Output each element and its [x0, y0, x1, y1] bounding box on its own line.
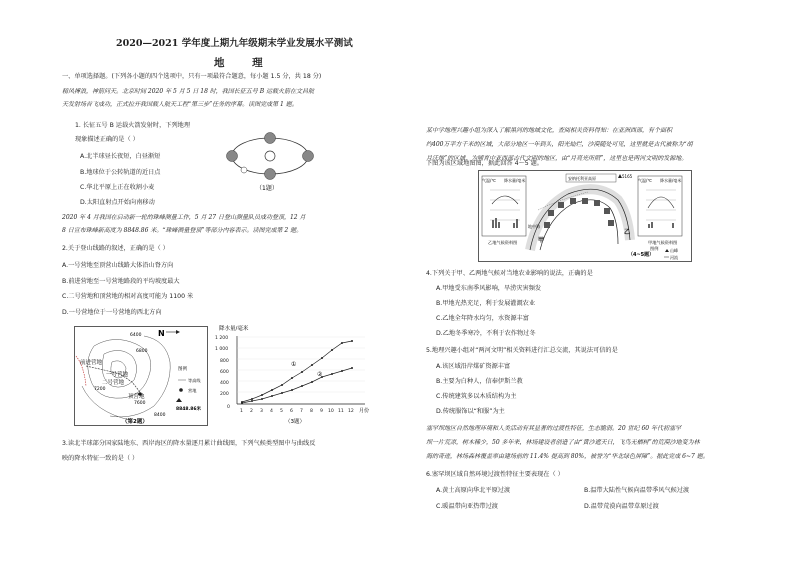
map-label-camp-2: 二号营地	[102, 380, 125, 386]
map-contour-7600: 7600	[134, 401, 146, 406]
svg-text:200: 200	[220, 392, 229, 397]
series-1-label: ①	[291, 361, 297, 368]
svg-text:1 200: 1 200	[215, 336, 229, 341]
map-point-jia: 甲	[538, 237, 545, 244]
svg-text:12: 12	[348, 409, 354, 414]
svg-text:400: 400	[220, 381, 229, 386]
intro1-line1: 精风搏浪，神箭问天。北京时间 2020 年 5 月 5 日 18 时，我国长征五号 B 运载火箭在文昌航	[62, 88, 315, 95]
q4-option-d[interactable]: D.乙地冬季寒冷，不利于农作物过冬	[436, 330, 536, 337]
q2-option-d[interactable]: D.一号营地位于一号营地的西北方向	[62, 309, 162, 316]
exam-title: 2020—2021 学年度上期九年级期末学业发展水平测试	[116, 38, 353, 49]
map-contour-7200: 7200	[94, 387, 106, 392]
chart3-xlabel: 月份	[359, 408, 370, 414]
fig1-caption: （1题）	[256, 185, 278, 192]
svg-text:2: 2	[250, 409, 253, 414]
section-1-heading: 一、单项选择题。(下列各小题的四个选项中，只有一项最符合题意，每小题 1.5 分，共 18 分)	[62, 73, 322, 80]
svg-text:5: 5	[280, 409, 283, 414]
q5-option-d[interactable]: D.传统服饰以“和服”为主	[436, 408, 505, 415]
svg-text:9: 9	[320, 409, 323, 414]
q1-stem-2: 现象描述正确的是（ ）	[75, 136, 139, 143]
precipitation-chart	[213, 322, 381, 426]
right-intro-line1: 某中学地理兴趣小组为深入了解黑河的地域文化，查阅相关资料得知：在亚洲西部，有个面积	[426, 127, 673, 134]
q2-option-c[interactable]: C.二号营地和顶营地的相对高度可能为 1100 米	[62, 293, 194, 300]
left-climate-right-axis: 降水量/毫米	[504, 178, 526, 183]
subject-title: 地 理	[214, 57, 275, 69]
q5-stem: 5.地理兴趣小组对“两河文明”相关资料进行汇总交流，其说法可信的是	[426, 347, 618, 354]
chart3-ylabel: 降水量/毫米	[219, 326, 249, 332]
map-contour-6800: 6800	[136, 349, 148, 354]
map-contour-6400: 6400	[130, 333, 142, 338]
intro2-line2: 8 日宣布珠峰新高度为 8848.86 米。“珠峰测量登顶”等部分内容表示。读图完成第 2 题。	[62, 227, 303, 234]
q2-option-b[interactable]: B.前进营地至一号营地路段的平均坡度最大	[62, 278, 180, 285]
svg-text:10: 10	[328, 409, 334, 414]
q2-option-a[interactable]: A.一号营地至顶营山线路大体沿山脊方向	[62, 262, 174, 269]
right-climate-title: 甲地气候资料图	[648, 240, 678, 245]
intro6-line2: 坝一片荒凉，树木稀少，50 多年来，林场建设者创造了由“黄沙遮天日，飞鸟无栖树”的荒漠沙地变为林	[426, 439, 700, 446]
map-label-camp-1: 一号营地	[106, 372, 129, 378]
q6-option-a[interactable]: A.黄土高原向华北平原过渡	[436, 487, 511, 494]
map2-caption: （第2题）	[122, 419, 148, 425]
q5-option-b[interactable]: B.主要为白种人，信奉伊斯兰教	[436, 378, 523, 385]
figure45-caption: （4~5题）	[628, 252, 655, 258]
map-plateau-label: 安纳托利亚高原	[568, 176, 596, 181]
q6-option-d[interactable]: D.温带荒漠向温带草原过渡	[584, 503, 659, 510]
right-intro-line3: 月沃地”的区域，为哺育中亚西部古代文明的地区，由“月亮光所照”，这里也是两河文明的发源地。	[426, 155, 688, 162]
map-contour-8400: 8400	[154, 413, 166, 418]
map-point-yi: 乙	[624, 229, 631, 236]
q1-option-b[interactable]: B.地球位于公转轨道的近日点	[80, 169, 161, 176]
q3-stem-2: 映的降水特征一致的是（ ）	[62, 455, 139, 462]
region-figure	[478, 170, 692, 262]
q6-option-c[interactable]: C.暖温带向亚热带过渡	[436, 503, 498, 510]
intro2-line1: 2020 年 4 月我国在启动新一轮的珠峰测量工作，5 月 27 日登山测量队员成功登顶，12 月	[62, 214, 306, 221]
q4-option-c[interactable]: C.乙地全年降水均匀，水资源丰富	[436, 315, 529, 322]
svg-text:600: 600	[220, 370, 229, 375]
svg-text:800: 800	[220, 359, 229, 364]
orbit-diagram	[218, 128, 324, 194]
series-2-label: ②	[317, 371, 323, 378]
map-peak-elevation: 5165	[622, 174, 633, 179]
intro6-line3: 海的奇迹，林场森林覆盖率由建场前的 11.4% 提高到 80%，被誉为“华北绿色屏障”。据此完成 6~7 题。	[426, 453, 709, 460]
map-legend-title: 图例	[178, 367, 187, 372]
svg-text:8: 8	[310, 409, 313, 414]
map-legend-contour: 等高线	[188, 378, 201, 383]
q4-stem: 4.下列关于甲、乙两地气候对当地农业影响的说法，正确的是	[426, 270, 593, 277]
north-arrow: N	[158, 329, 165, 338]
map-sea-label: 地中海	[528, 224, 540, 229]
svg-text:11: 11	[338, 409, 344, 414]
everest-topo-map	[74, 326, 208, 426]
map-label-base-camp: 前进营地	[80, 360, 103, 366]
q5-option-c[interactable]: C.传统建筑多以木质结构为主	[436, 393, 517, 400]
map-peak-height: 8848.86米	[176, 407, 201, 412]
intro6-line1: 塞罕坝地区自然地理环境和人类活动有其显著的过渡性特征，生态脆弱。20 世纪 60 年代初塞罕	[426, 425, 681, 432]
svg-text:0: 0	[227, 405, 230, 410]
left-climate-left-axis: 气温/℃	[482, 178, 496, 183]
q3-stem-1: 3.读北半球部分国家陆地东、西岸海区的降水量逐月累计曲线图，下列气候类型图中与曲线反	[62, 440, 316, 447]
q1-option-c[interactable]: C.华北平原上正在收割小麦	[80, 184, 155, 191]
left-climate-title: 乙地气候资料图	[488, 240, 518, 245]
svg-text:1: 1	[240, 409, 243, 414]
map-label-top-camp: 顶营地	[128, 394, 145, 400]
svg-text:7: 7	[300, 409, 303, 414]
map-legend-camp: 营地	[188, 388, 197, 393]
q1-option-a[interactable]: A.北半球昼长夜短，白昼渐短	[80, 153, 161, 160]
q2-stem: 2.关于登山线路的叙述，正确的是（ ）	[62, 245, 169, 252]
q5-option-a[interactable]: A.该区域沿岸煤矿资源丰富	[436, 363, 511, 370]
svg-text:3: 3	[260, 409, 263, 414]
right-climate-left-axis: 气温/℃	[638, 178, 652, 183]
q6-stem: 6.塞罕坝区域自然环境过渡性特征主要表现在（ ）	[426, 471, 564, 478]
right-climate-right-axis: 降水量/毫米	[660, 178, 682, 183]
right-intro-line4: 下图为该区域地图图，据此回答 4～5 题。	[426, 160, 543, 167]
q4-option-a[interactable]: A.甲地受东南季风影响，旱涝灾害频发	[436, 285, 542, 292]
legend-river: 河流	[670, 255, 678, 260]
svg-text:6: 6	[290, 409, 293, 414]
svg-text:4: 4	[270, 409, 273, 414]
legend-title: 图例	[650, 246, 659, 251]
q1-stem-1: 1. 长征五号 B 运载火箭发射时，下列地理	[75, 122, 191, 129]
q4-option-b[interactable]: B.甲地光热充足，利于发展灌溉农业	[436, 300, 536, 307]
q6-option-b[interactable]: B.温带大陆性气候向温带季风气候过渡	[584, 487, 690, 494]
legend-peak: 山峰	[670, 248, 678, 253]
right-intro-line2: 约400万平方千米的区域，大部分地区一年到头，阳光灿烂，沙漠随处可见，这里就是古代被称为“胡	[426, 141, 693, 148]
q1-option-d[interactable]: D.太阳直射点开始向南移动	[80, 199, 155, 206]
svg-text:1 000: 1 000	[215, 347, 229, 352]
chart3-caption: （3题）	[285, 419, 305, 425]
intro1-line2: 天发射场首飞成功，正式拉开我国载人航天工程“第三步”任务的序幕。读图完成第 1 题。	[62, 101, 298, 108]
